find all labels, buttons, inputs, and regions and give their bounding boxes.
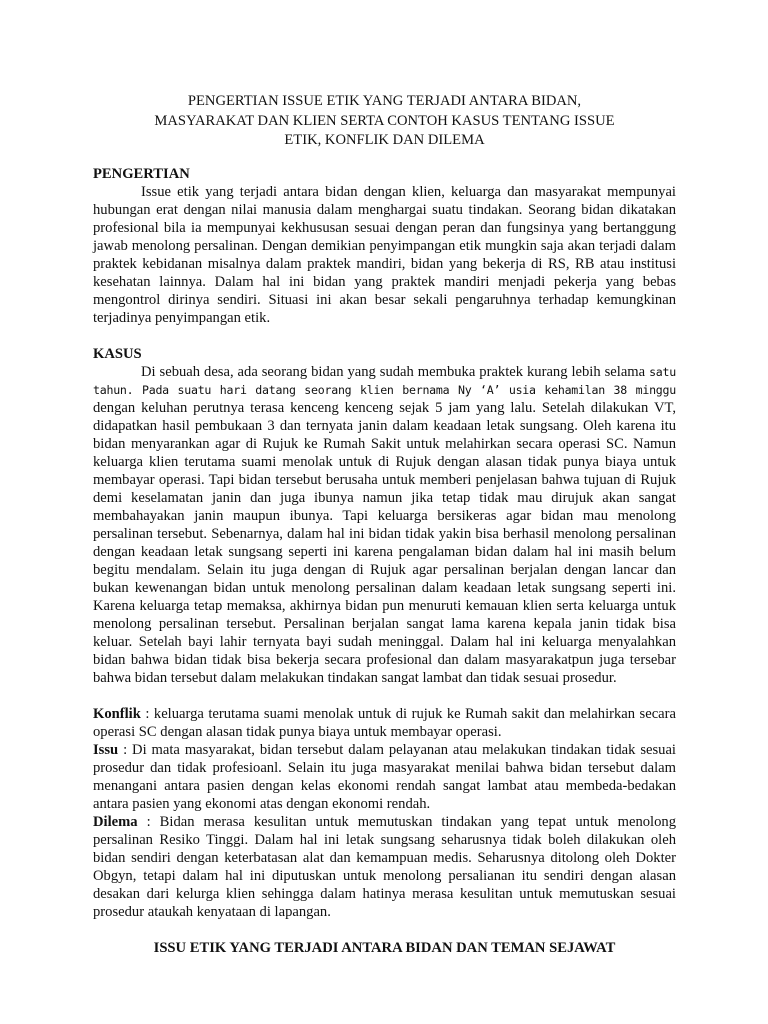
definition-konflik [93,705,676,741]
definitions-block [93,705,676,921]
title-line-3: ETIK, KONFLIK DAN DILEMA [284,132,485,148]
title-line-1: PENGERTIAN ISSUE ETIK YANG TERJADI ANTARA BIDAN, [187,93,582,109]
kasus-text-part-2: satu tahun. Pada suatu hari datang seorang klien bernama Ny ‘A’ usia kehamilan 38 minggu [93,364,676,397]
section-heading-kasus: KASUS [93,345,142,362]
definition-label-issu: Issu [93,741,119,758]
kasus-text-part-3: dengan keluhan perutnya terasa kenceng kenceng sejak 5 jam yang lalu. Setelah dilakukan VT, didapatkan hasil pembukaan 3 dan ternyata janin dalam keadaan letak sungsang. Oleh karena itu bidan menyarankan agar di Rujuk ke Rumah Sakit untuk melahirkan secara operasi SC. Namun keluarga klien terutama suami menolak untuk di Rujuk dengan alasan tidak punya biaya untuk membayar operasi. Tapi bidan tersebut berusaha untuk memberi penjelasan bahwa tujuan di Rujuk demi keselamatan janin dan juga ibunya namun jika tetap tidak mau dirujuk akan sangat membahayakan janin maupun ibunya. Tapi keluarga bersikeras agar bidan mau menolong persalinan tersebut. Sebenarnya, dalam hal ini bidan tidak yakin bisa berhasil menolong persalinan dengan keadaan letak sungsang seperti ini karena pengalaman bidan dalam hal ini masih belum begitu mendalam. Selain itu juga dengan di Rujuk agar persalinan berjalan dengan lancar dan bukan kewenangan bidan untuk menolong persalinan dalam keadaan letak sungsang seperti ini. Karena keluarga tetap memaksa, akhirnya bidan pun menuruti kemauan klien serta keluarga untuk menolong persalinan tersebut. Persalinan berjalan sangat lama karena kepala janin tidak bisa keluar. Setelah bayi lahir ternyata bayi sudah meninggal. Dalam hal ini keluarga menyalahkan bidan bahwa bidan tidak bisa bekerja secara profesional dan dalam masyarakatpun juga tersebar bahwa bidan tersebut dalam melakukan tindakan sangat lambat dan tidak sesuai prosedur. [93,399,676,686]
definition-text-issu: : Di mata masyarakat, bidan tersebut dalam pelayanan atau melakukan tindakan tidak sesuai prosedur dan tidak profesioanl. Selain itu juga masyarakat menilai bahwa bidan tersebut dalam menangani antara pasien dengan kelas ekonomi rendah sangat lambat atau membeda-bedakan antara pasien yang ekonomi atas dengan ekonomi rendah. [93,741,676,812]
definition-text-dilema: : Bidan merasa kesulitan untuk memutuskan tindakan yang tepat untuk menolong persalinan Resiko Tinggi. Dalam hal ini letak sungsang seharusnya tidak boleh dilakukan oleh bidan sendiri dengan keterbatasan alat dan kemampuan medis. Seharusnya ditolong oleh Dokter Obgyn, tetapi dalam hal ini diputuskan untuk menolong persalianan itu sendiri dengan alasan desakan dari kelurga klien sehingga dalam hatinya merasa kesulitan untuk memutuskan sesuai prosedur ataukah kenyataan di lapangan. [93,813,676,920]
title-line-2: MASYARAKAT DAN KLIEN SERTA CONTOH KASUS TENTANG ISSUE [154,112,615,129]
section-heading-teman-sejawat: ISSU ETIK YANG TERJADI ANTARA BIDAN DAN TEMAN SEJAWAT [153,939,616,956]
kasus-text-part-1: Di sebuah desa, ada seorang bidan yang sudah membuka praktek kurang lebih selama [141,363,646,380]
definition-issu [93,741,676,813]
document-title [93,92,676,151]
definition-text-konflik: : keluarga terutama suami menolak untuk di rujuk ke Rumah sakit dan melahirkan secara operasi SC dengan alasan tidak punya biaya untuk membayar operasi. [93,705,676,740]
paragraph-pengertian: Issue etik yang terjadi antara bidan dengan klien, keluarga dan masyarakat mempunyai hubungan erat dengan nilai manusia dalam menghargai suatu tindakan. Seorang bidan dikatakan profesional bila ia mempunyai kekhususan sesuai dengan peran dan fungsinya yang bertanggung jawab menolong persalinan. Dengan demikian penyimpangan etik mungkin saja akan terjadi dalam praktek kebidanan misalnya dalam praktek mandiri, bidan yang bekerja di RS, RB atau institusi kesehatan lainnya. Dalam hal ini bidan yang praktek mandiri menjadi pekerja yang bebas mengontrol dirinya sendiri. Situasi ini akan besar sekali pengaruhnya terhadap kemungkinan terjadinya penyimpangan etik. [93,183,676,326]
definition-dilema [93,813,676,921]
definition-label-konflik: Konflik [93,705,141,722]
definition-label-dilema: Dilema [93,813,138,830]
paragraph-kasus [93,363,676,687]
section-heading-pengertian: PENGERTIAN [93,165,190,182]
